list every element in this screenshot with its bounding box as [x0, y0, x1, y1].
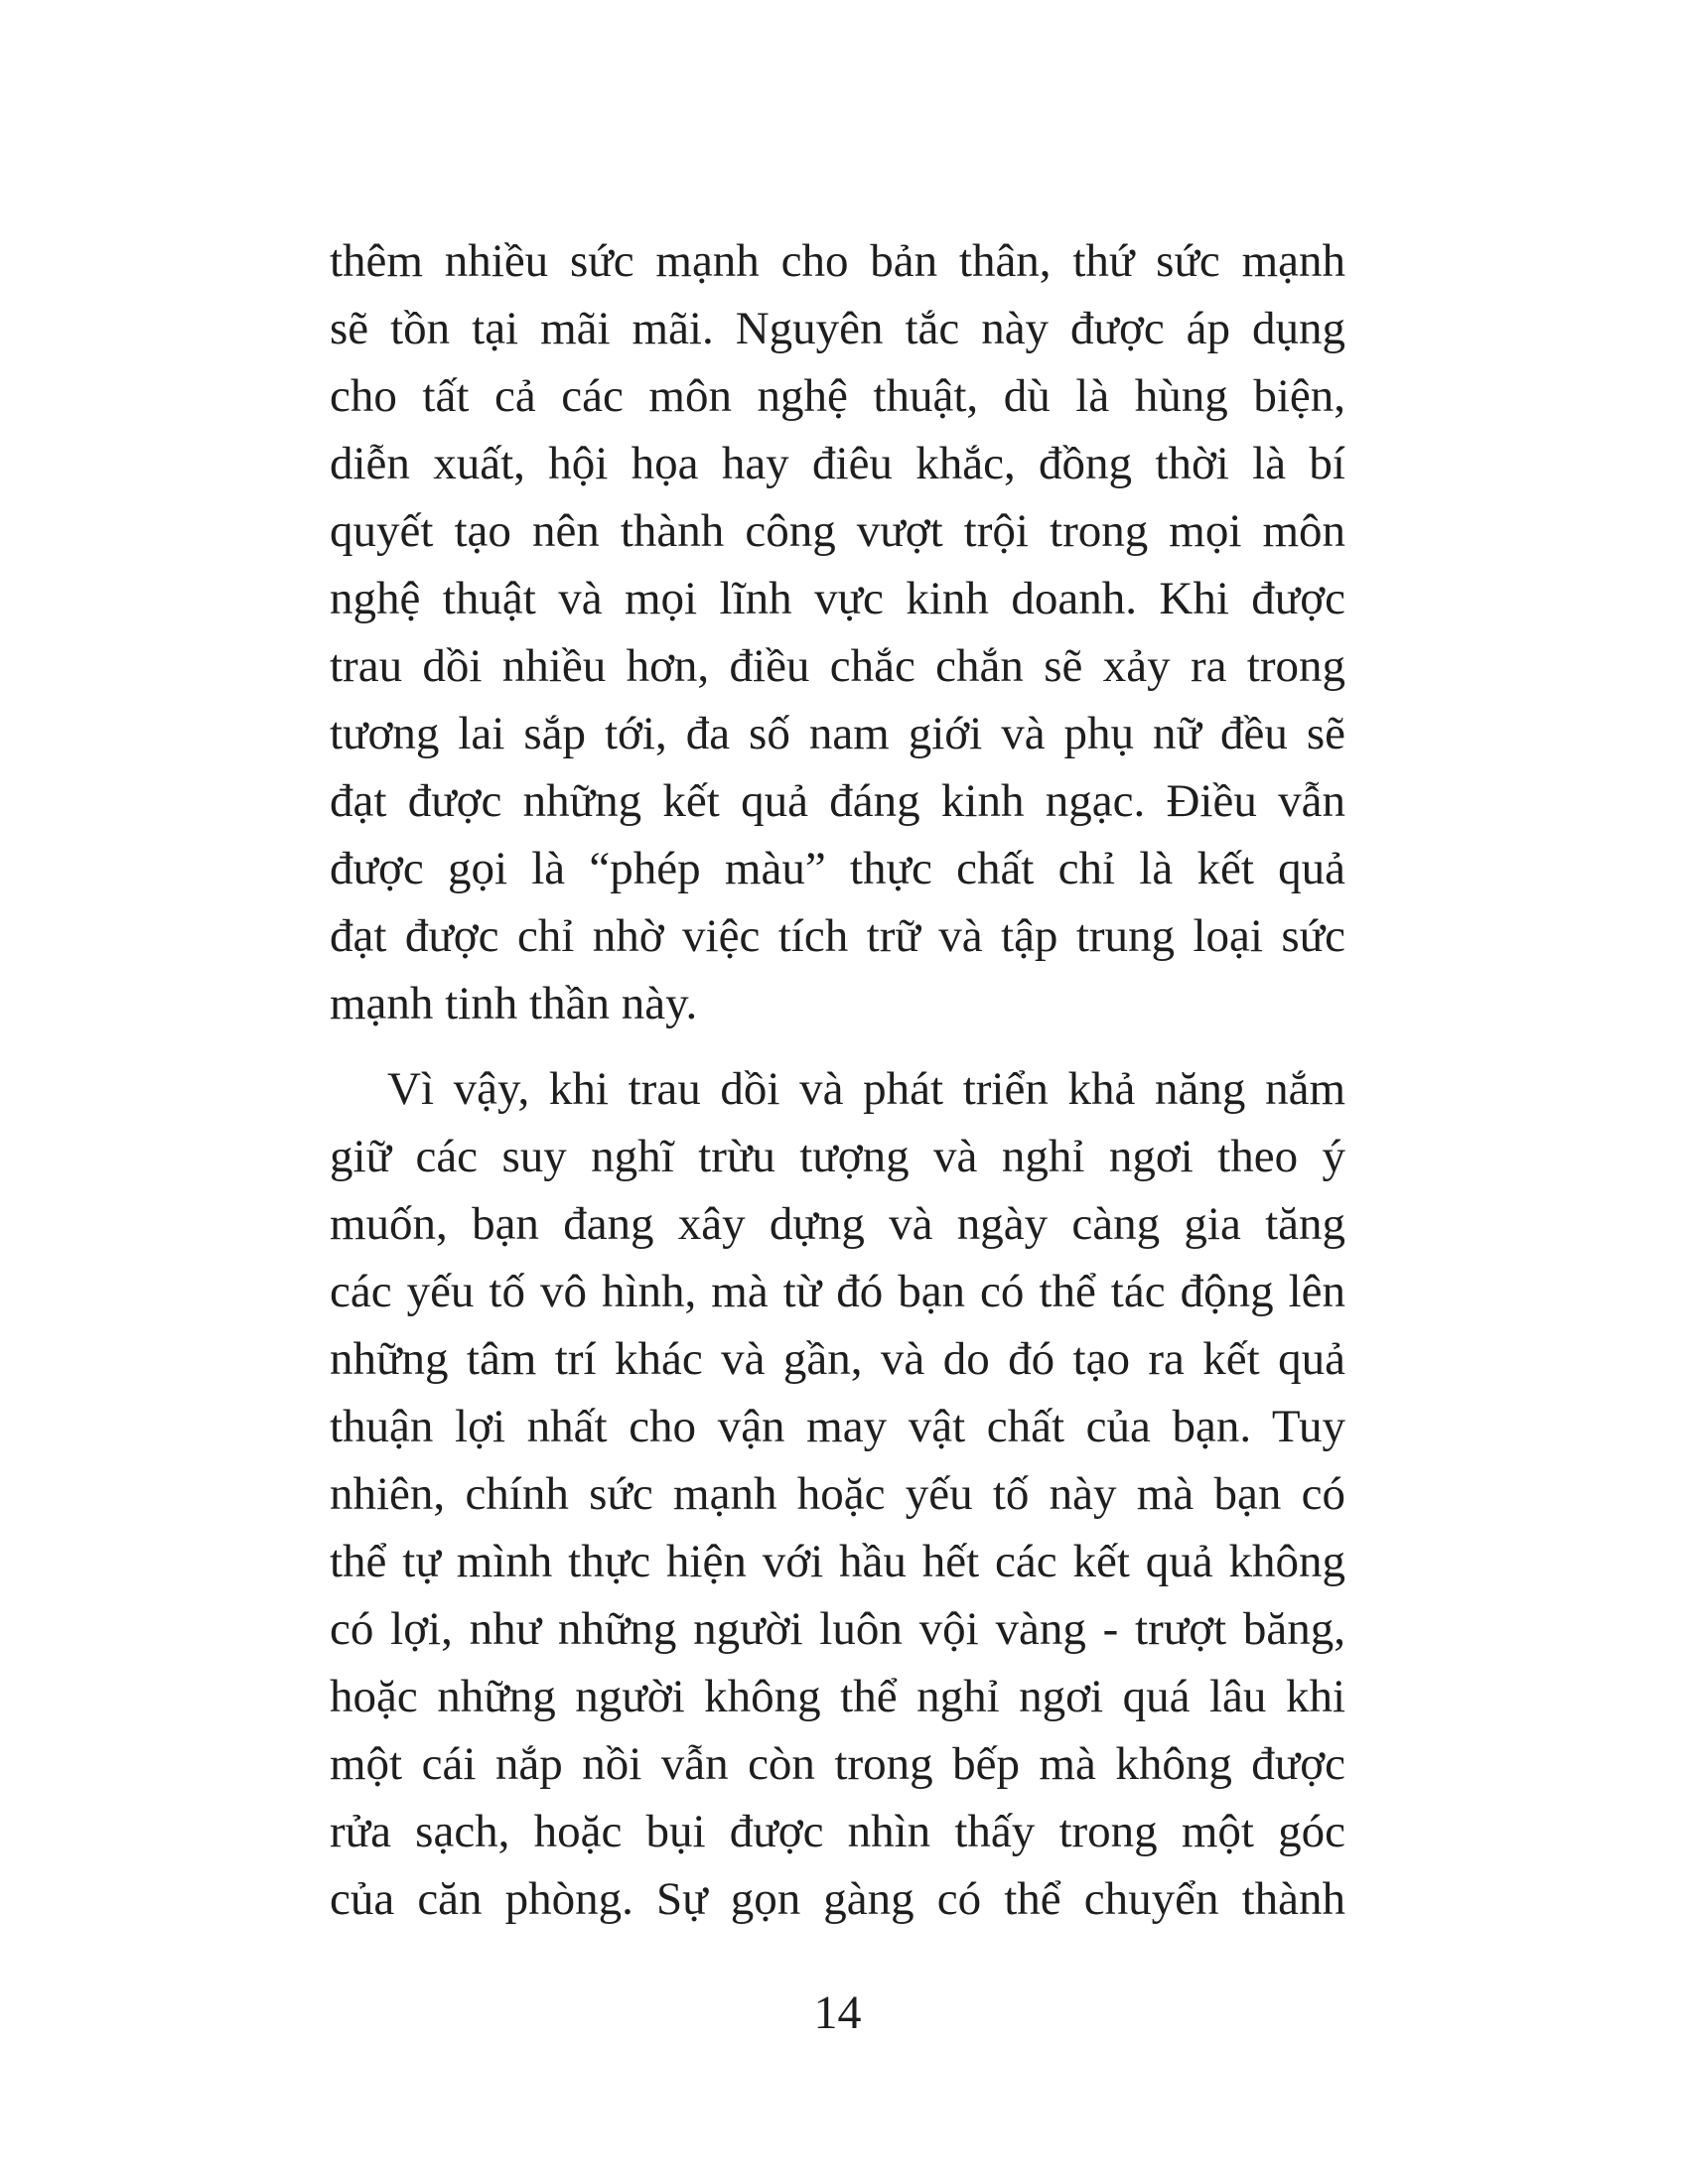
text-line: cho tất cả các môn nghệ thuật, dù là hùng biện,: [330, 370, 1345, 422]
text-line: các yếu tố vô hình, mà từ đó bạn có thể tác động lên: [330, 1266, 1345, 1317]
text-line: sẽ tồn tại mãi mãi. Nguyên tắc này được áp dụng: [330, 303, 1345, 354]
text-line: nghệ thuật và mọi lĩnh vực kinh doanh. Khi được: [330, 573, 1345, 624]
text-line: đạt được những kết quả đáng kinh ngạc. Điều vẫn: [330, 775, 1345, 827]
text-line: mạnh tinh thần này.: [330, 978, 698, 1029]
text-line: diễn xuất, hội họa hay điêu khắc, đồng thời là bí: [330, 438, 1345, 489]
text-line: thuận lợi nhất cho vận may vật chất của bạn. Tuy: [330, 1401, 1345, 1452]
text-line: thêm nhiều sức mạnh cho bản thân, thứ sức mạnh: [330, 235, 1345, 287]
text-line: đạt được chỉ nhờ việc tích trữ và tập trung loại sức: [330, 910, 1345, 962]
text-line: tương lai sắp tới, đa số nam giới và phụ nữ đều sẽ: [330, 708, 1345, 759]
body-text: [330, 227, 1345, 1933]
text-line: quyết tạo nên thành công vượt trội trong mọi môn: [330, 505, 1345, 557]
text-line: thể tự mình thực hiện với hầu hết các kết quả không: [330, 1536, 1345, 1587]
text-line: những tâm trí khác và gần, và do đó tạo ra kết quả: [330, 1333, 1345, 1385]
paragraph-1: [330, 227, 1345, 1037]
paragraph-2: [330, 1055, 1345, 1933]
text-line: của căn phòng. Sự gọn gàng có thể chuyển thành: [330, 1873, 1345, 1925]
page-number: 14: [813, 1986, 862, 2039]
text-line: có lợi, như những người luôn vội vàng - trượt băng,: [330, 1603, 1345, 1655]
text-line: được gọi là “phép màu” thực chất chỉ là kết quả: [330, 843, 1345, 894]
text-line: muốn, bạn đang xây dựng và ngày càng gia tăng: [330, 1198, 1345, 1250]
text-line: hoặc những người không thể nghỉ ngơi quá lâu khi: [330, 1671, 1345, 1722]
text-line: nhiên, chính sức mạnh hoặc yếu tố này mà bạn có: [330, 1468, 1345, 1520]
text-line: rửa sạch, hoặc bụi được nhìn thấy trong một góc: [330, 1806, 1345, 1857]
text-line: Vì vậy, khi trau dồi và phát triển khả năng nắm: [387, 1063, 1345, 1115]
text-line: giữ các suy nghĩ trừu tượng và nghỉ ngơi theo ý: [330, 1131, 1345, 1182]
text-line: trau dồi nhiều hơn, điều chắc chắn sẽ xảy ra trong: [330, 640, 1345, 692]
text-line: một cái nắp nồi vẫn còn trong bếp mà không được: [330, 1738, 1345, 1790]
